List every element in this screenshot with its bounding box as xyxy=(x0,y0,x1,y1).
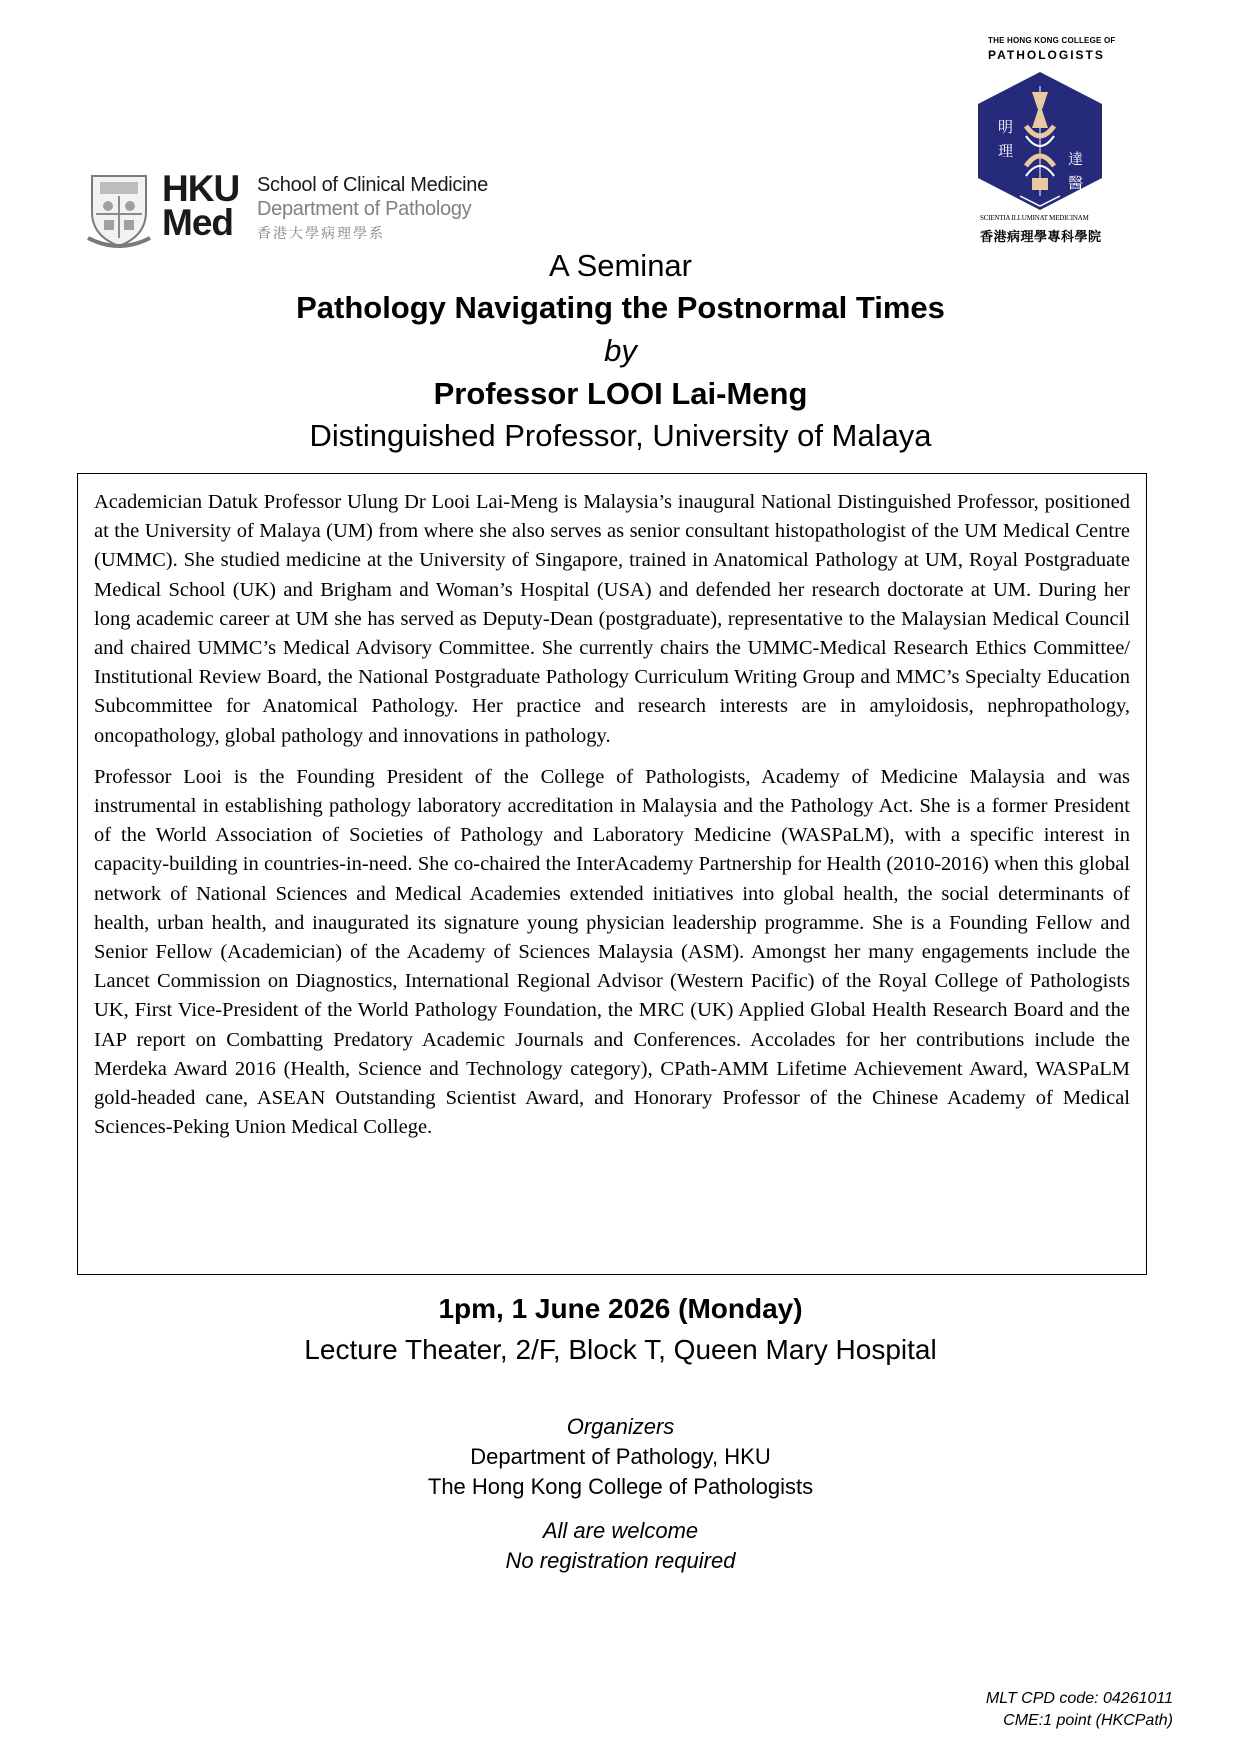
by-label: by xyxy=(604,333,637,368)
organizer-2: The Hong Kong College of Pathologists xyxy=(427,1474,814,1499)
hku-crest-icon xyxy=(86,170,152,250)
hkcpath-glyph-left-bottom: 理 xyxy=(998,142,1014,160)
bio-paragraph-2: Professor Looi is the Founding President of the College of Pathologists, Academy of Medicine Malaysia and was instrumental in establishing pathology laboratory accreditation in Malaysia and the Pathology Act. She is a former President of the World Association of Societies of Pathology and Laboratory Medicine (WASPaLM), with a specific interest in capacity-building in countries-in-need. She co-chaired the InterAcademy Partnership for Health (2010-2016) when this global network of National Sciences and Medical Academies extended initiatives into global health, the social determinants of health, urban health, and inaugurated its signature young physician leadership programme. She is a Founding Fellow and Senior Fellow (Academician) of the Academy of Sciences Malaysia (ASM). Amongst her many engagements include the Lancet Commission on Diagnostics, International Regional Advisor (Western Pacific) of the Royal College of Pathologists UK, First Vice-President of the World Pathology Foundation, the MRC (UK) Applied Global Health Research Board and the IAP report on Combatting Predatory Academic Journals and Conferences. Accolades for her contributions include the Merdeka Award 2016 (Health, Science and Technology category), CPath-AMM Lifetime Achievement Award, WASPaLM gold-headed cane, ASEAN Outstanding Scientist Award, and Honorary Professor of the Chinese Academy of Medical Sciences-Peking Union Medical College. xyxy=(94,765,1130,1139)
cpd-code: MLT CPD code: 04261011 xyxy=(985,1690,1173,1707)
cme-points: CME:1 point (HKCPath) xyxy=(1003,1712,1173,1729)
school-name: School of Clinical Medicine xyxy=(257,174,488,196)
event-time: 1pm, 1 June 2026 (Monday) xyxy=(438,1293,803,1324)
hkcpath-title-large: PATHOLOGISTS xyxy=(988,48,1105,62)
hkcpath-glyph-left-top: 明 xyxy=(998,118,1014,136)
seminar-label: A Seminar xyxy=(548,248,692,283)
registration-note: No registration required xyxy=(505,1548,736,1573)
hku-wordmark-line1: HKU xyxy=(162,168,240,209)
speaker-bio-box xyxy=(77,473,1147,1275)
hku-med-wordmark xyxy=(162,168,252,243)
hku-wordmark-line2: Med xyxy=(162,202,233,243)
speaker-affiliation: Distinguished Professor, University of Malaya xyxy=(309,418,932,453)
hkcpath-glyph-right-bottom: 醫 xyxy=(1068,174,1084,192)
hkcpath-motto: SCIENTIA ILLUMINAT MEDICINAM xyxy=(980,214,1089,222)
department-name: Department of Pathology xyxy=(257,198,472,220)
event-venue: Lecture Theater, 2/F, Block T, Queen Mary Hospital xyxy=(304,1334,937,1365)
organizer-1: Department of Pathology, HKU xyxy=(470,1444,771,1469)
speaker-name: Professor LOOI Lai-Meng xyxy=(433,376,808,411)
bio-paragraph-1: Academician Datuk Professor Ulung Dr Looi Lai-Meng is Malaysia’s inaugural National Distinguished Professor, positioned at the University of Malaya (UM) from where she also serves as senior consultant histopathologist of the UM Medical Centre (UMMC). She studied medicine at the University of Singapore, trained in Anatomical Pathology at UM, Royal Postgraduate Medical School (UK) and Brigham and Woman’s Hospital (USA) and defended her research doctorate at UM. During her long academic career at UM she has served as Deputy-Dean (postgraduate), representative to the Malaysian Medical Council and chaired UMMC’s Medical Advisory Committee. She currently chairs the UMMC-Medical Research Ethics Committee/ Institutional Review Board, the National Postgraduate Pathology Curriculum Writing Group and MMC’s Specialty Education Subcommittee for Anatomical Pathology. Her practice and research interests are in amyloidosis, nephropathology, oncopathology, global pathology and innovations in pathology. xyxy=(94,491,1130,747)
hku-med-logo xyxy=(86,170,516,250)
hkcpath-glyph-right-top: 達 xyxy=(1068,150,1084,168)
hkcpath-chinese-name: 香港病理學專科學院 xyxy=(980,229,1102,244)
hkcpath-hexagon-emblem-icon xyxy=(960,66,1120,236)
department-chinese-name: 香港大學病理學系 xyxy=(257,225,385,241)
seminar-title: Pathology Navigating the Postnormal Times xyxy=(296,290,945,325)
hkcpath-logo xyxy=(960,36,1120,246)
organizers-label: Organizers xyxy=(566,1414,675,1439)
hkcpath-title-small: THE HONG KONG COLLEGE OF xyxy=(988,36,1116,45)
welcome-note: All are welcome xyxy=(542,1518,699,1543)
